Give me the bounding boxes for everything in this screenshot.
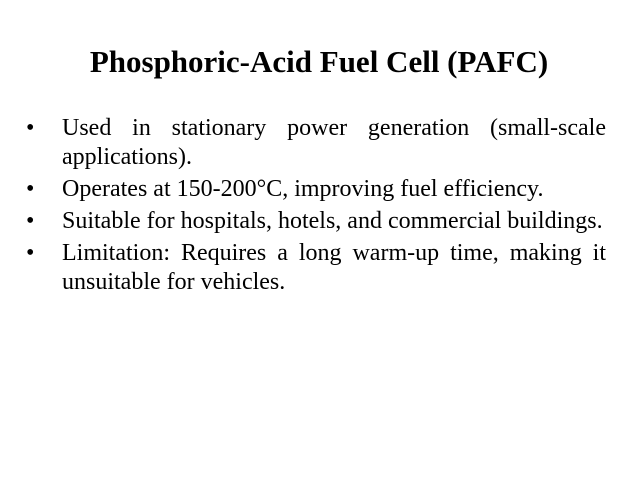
bullet-item	[26, 175, 606, 204]
bullet-text: Used in stationary power generation (small-scale applications).	[62, 115, 606, 170]
bullet-icon: •	[26, 240, 35, 266]
bullet-text: Suitable for hospitals, hotels, and commercial buildings.	[62, 208, 603, 234]
bullet-item	[26, 239, 606, 297]
bullet-text: Limitation: Requires a long warm-up time, making it unsuitable for vehicles.	[62, 240, 606, 295]
bullet-icon: •	[26, 176, 35, 202]
bullet-list	[26, 114, 606, 300]
bullet-text: Operates at 150-200°C, improving fuel efficiency.	[62, 176, 544, 202]
slide-title: Phosphoric-Acid Fuel Cell (PAFC)	[89, 44, 549, 79]
bullet-item	[26, 114, 606, 172]
bullet-item	[26, 207, 606, 236]
bullet-icon: •	[26, 115, 35, 141]
bullet-icon: •	[26, 208, 35, 234]
